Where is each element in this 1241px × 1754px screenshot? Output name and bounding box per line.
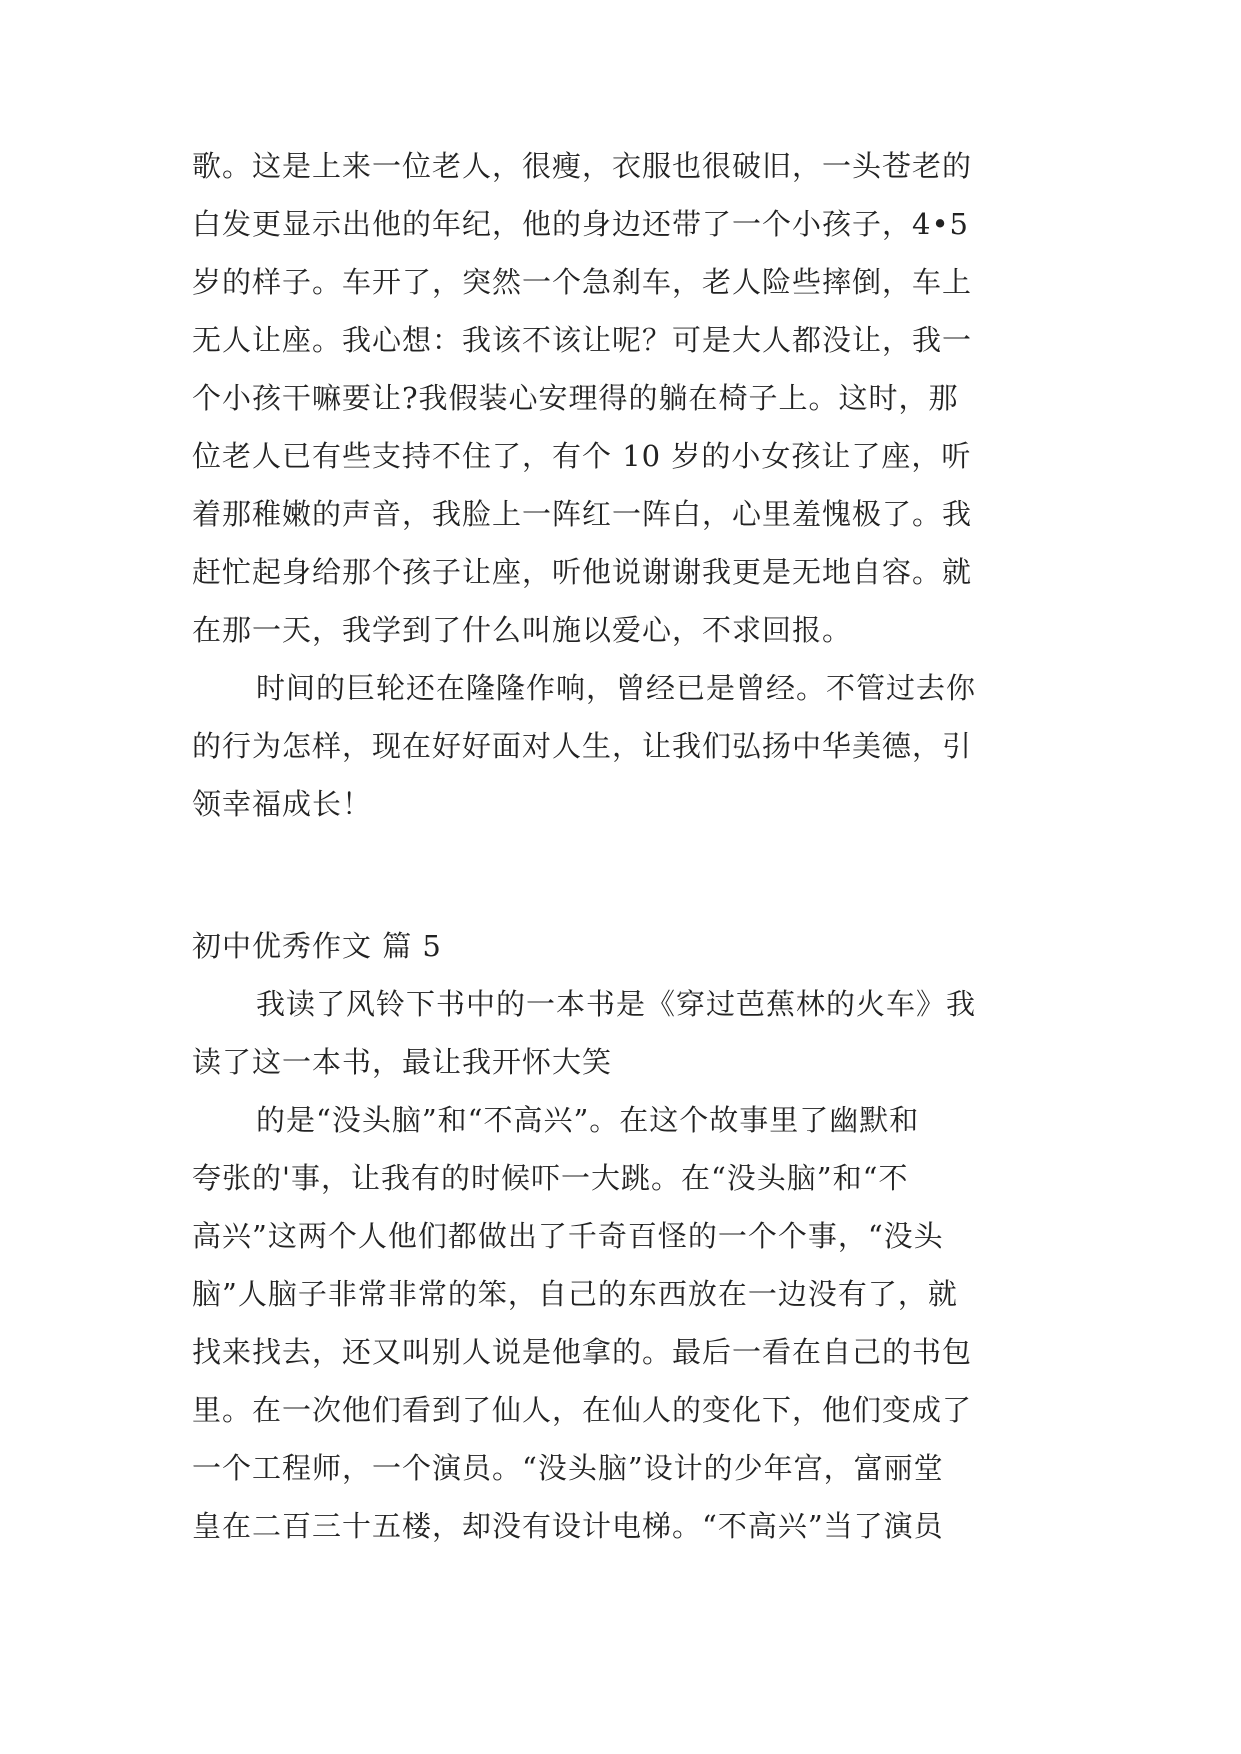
text-line: 时间的巨轮还在隆隆作响，曾经已是曾经。不管过去你	[256, 671, 977, 705]
text-line: 里。在一次他们看到了仙人，在仙人的变化下，他们变成了	[192, 1393, 973, 1427]
paragraph-conclusion	[192, 659, 1062, 833]
text-line: 的行为怎样，现在好好面对人生，让我们弘扬中华美德，引	[192, 729, 973, 763]
text-line: 皇在二百三十五楼，却没有设计电梯。“不高兴”当了演员	[192, 1509, 944, 1543]
text-line: 脑”人脑子非常非常的笨，自己的东西放在一边没有了，就	[192, 1277, 958, 1311]
section-heading	[192, 917, 1062, 975]
heading-text: 初中优秀作文 篇 5	[192, 929, 442, 963]
text-line: 着那稚嫩的声音，我脸上一阵红一阵白，心里羞愧极了。我	[192, 497, 973, 531]
paragraph-book-review	[192, 1091, 1062, 1555]
text-line: 找来找去，还又叫别人说是他拿的。最后一看在自己的书包	[192, 1335, 973, 1369]
text-line: 岁的样子。车开了，突然一个急刹车，老人险些摔倒，车上	[192, 265, 973, 299]
text-line: 我读了风铃下书中的一本书是《穿过芭蕉林的火车》我	[256, 987, 977, 1021]
text-line: 位老人已有些支持不住了，有个 10 岁的小女孩让了座，听	[192, 439, 972, 473]
text-line: 个小孩干嘛要让?我假装心安理得的躺在椅子上。这时，那	[192, 381, 959, 415]
paragraph-book-intro	[192, 975, 1062, 1091]
text-line: 歌。这是上来一位老人，很瘦，衣服也很破旧，一头苍老的	[192, 149, 973, 183]
text-line: 的是“没头脑”和“不高兴”。在这个故事里了幽默和	[256, 1103, 920, 1137]
text-line: 白发更显示出他的年纪，他的身边还带了一个小孩子，4•5	[192, 207, 970, 241]
text-line: 领幸福成长！	[192, 787, 373, 821]
text-line: 读了这一本书，最让我开怀大笑	[192, 1045, 613, 1079]
paragraph-bus-story	[192, 137, 1062, 659]
text-line: 赶忙起身给那个孩子让座，听他说谢谢我更是无地自容。就	[192, 555, 973, 589]
text-line: 夸张的'事，让我有的时候吓一大跳。在“没头脑”和“不	[192, 1161, 909, 1195]
text-line: 一个工程师，一个演员。“没头脑”设计的少年宫，富丽堂	[192, 1451, 944, 1485]
text-line: 在那一天，我学到了什么叫施以爱心，不求回报。	[192, 613, 853, 647]
text-line: 无人让座。我心想：我该不该让呢？可是大人都没让，我一	[192, 323, 973, 357]
text-line: 高兴”这两个人他们都做出了千奇百怪的一个个事，“没头	[192, 1219, 944, 1253]
